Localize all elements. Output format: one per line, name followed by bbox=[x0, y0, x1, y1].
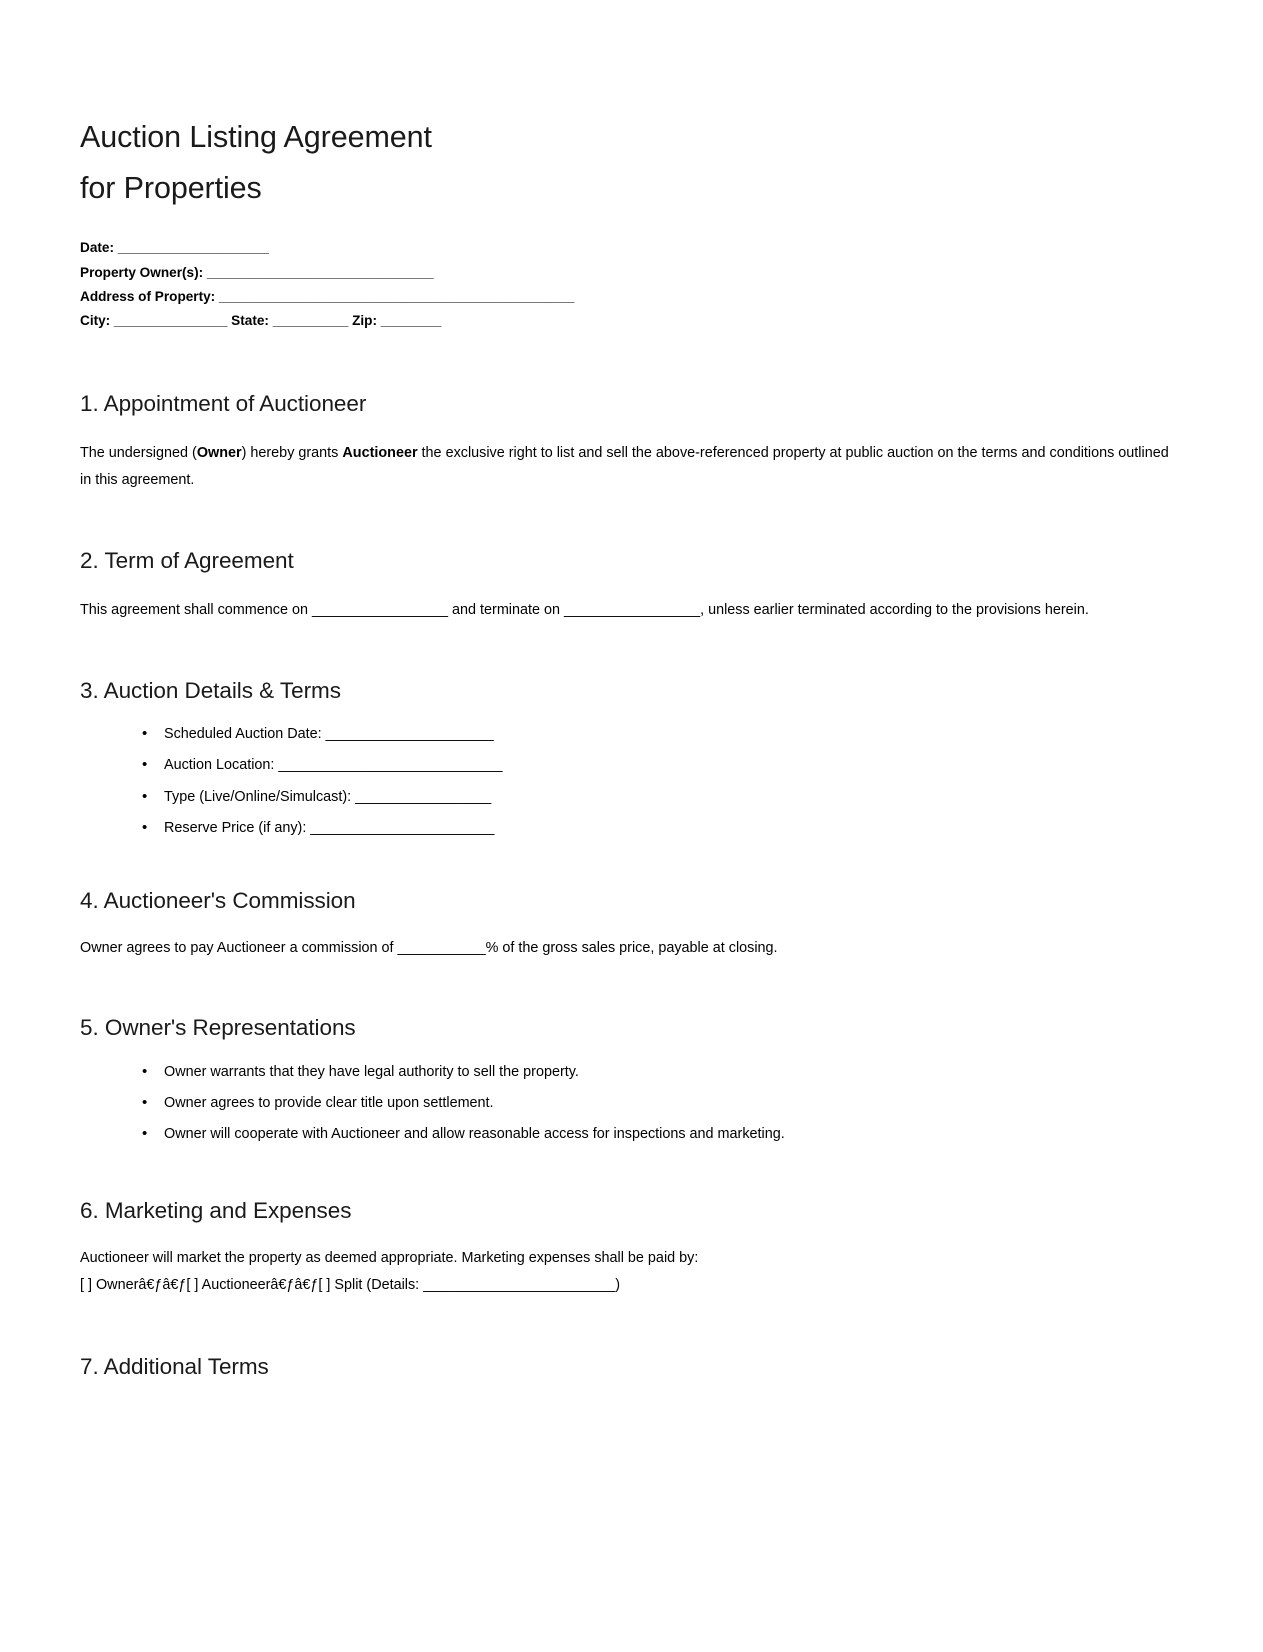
section-6-heading: 6. Marketing and Expenses bbox=[80, 1197, 352, 1223]
section-1-term-auctioneer: Auctioneer bbox=[342, 445, 418, 462]
section-term-of-agreement bbox=[80, 546, 1183, 624]
header-fields-block bbox=[80, 236, 1183, 333]
section-appointment-of-auctioneer bbox=[80, 389, 1183, 494]
section-5-bullet-list bbox=[80, 1065, 1183, 1142]
section-1-body bbox=[80, 440, 1183, 493]
list-item: • Reserve Price (if any): _______________________ bbox=[142, 821, 1183, 835]
list-item: • Owner agrees to provide clear title upon settlement. bbox=[142, 1096, 1183, 1110]
section-3-heading: 3. Auction Details & Terms bbox=[80, 677, 341, 703]
section-7-heading: 7. Additional Terms bbox=[80, 1354, 269, 1380]
section-1-body-pre: The undersigned ( bbox=[80, 445, 197, 462]
section-auctioneers-commission bbox=[80, 886, 1183, 962]
field-date: Date: ____________________ bbox=[80, 240, 269, 256]
section-2-body: This agreement shall commence on _________________ and terminate on _________________, unless earlier terminated according to the provisions herein. bbox=[80, 602, 1089, 618]
page-title bbox=[80, 112, 1183, 214]
section-1-heading: 1. Appointment of Auctioneer bbox=[80, 391, 367, 417]
section-4-body: Owner agrees to pay Auctioneer a commission of ___________% of the gross sales price, payable at closing. bbox=[80, 939, 778, 956]
section-marketing-and-expenses bbox=[80, 1196, 1183, 1299]
field-address-of-property: Address of Property: _______________________________________________ bbox=[80, 288, 575, 304]
section-6-body: Auctioneer will market the property as deemed appropriate. Marketing expenses shall be paid by: bbox=[80, 1250, 699, 1267]
section-3-bullet-list bbox=[80, 727, 1183, 836]
section-1-body-mid: ) hereby grants bbox=[241, 445, 343, 462]
section-owners-representations bbox=[80, 1013, 1183, 1141]
section-1-body-post: the exclusive right to list and sell the above-referenced property at public auction on the terms and conditions outlined in this agreement. bbox=[80, 445, 1169, 489]
section-2-heading: 2. Term of Agreement bbox=[80, 547, 294, 573]
section-6-payment-options: [ ] Ownerâ€ƒâ€ƒ[ ] Auctioneerâ€ƒâ€ƒ[ ] Split (Details: ________________________) bbox=[80, 1276, 621, 1293]
section-5-heading: 5. Owner's Representations bbox=[80, 1015, 356, 1041]
field-city-state-zip: City: _______________ State: __________ Zip: ________ bbox=[80, 313, 442, 329]
page-title-line-2: for Properties bbox=[80, 171, 262, 206]
section-auction-details-and-terms bbox=[80, 676, 1183, 836]
list-item: • Scheduled Auction Date: _____________________ bbox=[142, 727, 1183, 741]
list-item: • Owner warrants that they have legal authority to sell the property. bbox=[142, 1065, 1183, 1079]
page-title-line-1: Auction Listing Agreement bbox=[80, 120, 432, 154]
section-1-term-owner: Owner bbox=[196, 445, 242, 462]
list-item: • Auction Location: ____________________________ bbox=[142, 758, 1183, 772]
section-4-heading: 4. Auctioneer's Commission bbox=[80, 887, 356, 913]
field-property-owners: Property Owner(s): ______________________________ bbox=[80, 264, 434, 280]
section-additional-terms bbox=[80, 1352, 1183, 1381]
list-item: • Type (Live/Online/Simulcast): _________________ bbox=[142, 790, 1183, 804]
list-item: • Owner will cooperate with Auctioneer and allow reasonable access for inspections and marketing. bbox=[142, 1127, 1183, 1141]
